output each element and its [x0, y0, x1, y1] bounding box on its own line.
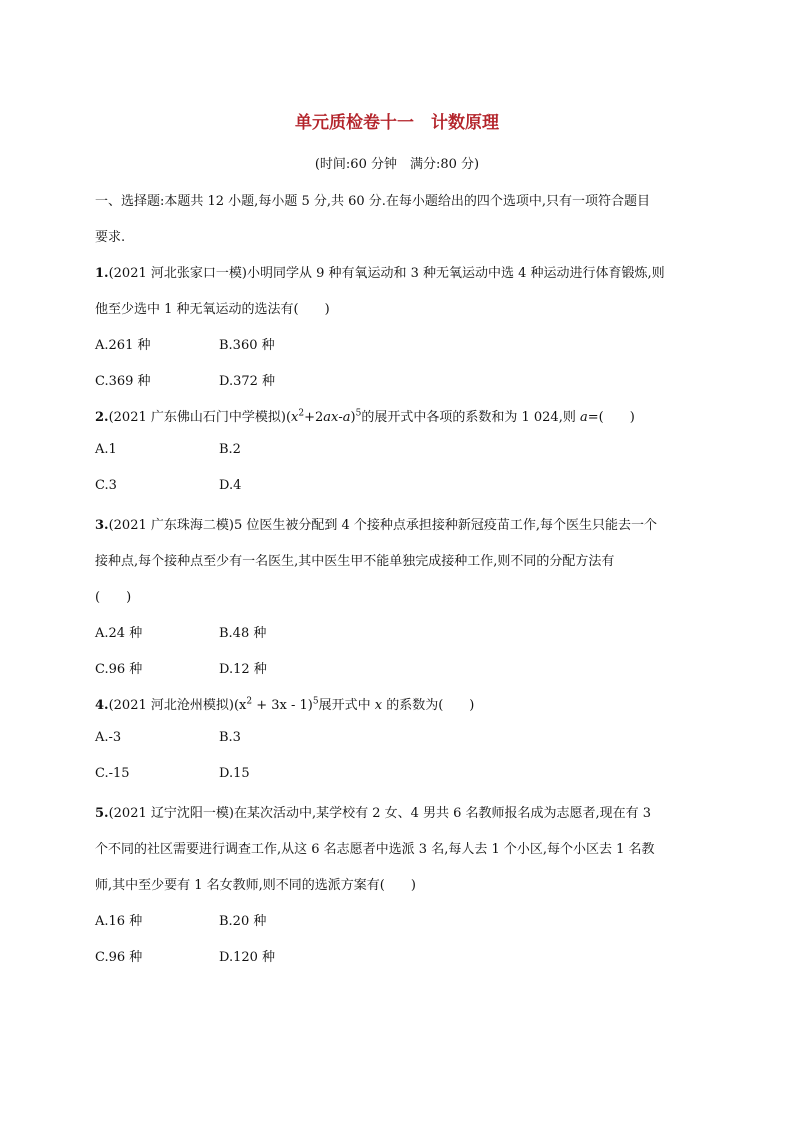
page-subtitle: (时间:60 分钟 满分:80 分) [314, 157, 480, 172]
question-2-option-d: D.4 [219, 478, 242, 493]
question-1-option-b: B.360 种 [219, 338, 275, 353]
question-tail: 的系数为( ) [382, 698, 475, 713]
question-source: (2021 广东佛山石门中学模拟)( [108, 410, 292, 425]
question-number: 2. [95, 410, 109, 425]
math-paren: ) [350, 410, 356, 425]
question-number: 4. [95, 698, 109, 713]
question-source: (2021 河北沧州模拟)(x [108, 698, 247, 713]
question-4-option-b: B.3 [219, 730, 241, 745]
question-4-line1 [95, 694, 474, 713]
question-2-line1 [95, 406, 635, 425]
question-3-line2: 接种点,每个接种点至少有一名医生,其中医生甲不能单独完成接种工作,则不同的分配方法有 [95, 554, 615, 569]
question-3-option-c: C.96 种 [95, 662, 143, 677]
question-3-option-b: B.48 种 [219, 626, 267, 641]
question-3-option-d: D.12 种 [219, 662, 267, 677]
math-var: x [374, 698, 383, 713]
math-var: a [342, 410, 351, 425]
question-5-option-a: A.16 种 [95, 914, 143, 929]
math-var: a [323, 410, 332, 425]
math-exponent: 5 [355, 408, 362, 419]
question-1-option-d: D.372 种 [219, 374, 276, 389]
question-number: 1. [95, 266, 109, 281]
question-5-option-b: B.20 种 [219, 914, 267, 929]
question-2-option-a: A.1 [95, 442, 117, 457]
question-number: 3. [95, 518, 109, 533]
question-tail: =( ) [587, 410, 635, 425]
question-5-line3: 师,其中至少要有 1 名女教师,则不同的选派方案有( ) [95, 878, 416, 893]
math-exponent: 2 [246, 696, 253, 707]
question-number: 5. [95, 806, 109, 821]
math-op: +2 [304, 410, 324, 425]
question-1-option-a: A.261 种 [95, 338, 151, 353]
math-var: x [291, 410, 299, 425]
math-exponent: 2 [298, 408, 305, 419]
section-instructions-line1: 一、选择题:本题共 12 小题,每小题 5 分,共 60 分.在每小题给出的四个选项中,只有一项符合题目 [95, 194, 651, 209]
question-text: 展开式中 [318, 698, 375, 713]
math-op: - [338, 410, 343, 425]
question-5-option-c: C.96 种 [95, 950, 143, 965]
question-text: (2021 广东珠海二模)5 位医生被分配到 4 个接种点承担接种新冠疫苗工作,每个医生只能去一个 [108, 518, 658, 533]
math-var: a [579, 410, 588, 425]
question-2-option-b: B.2 [219, 442, 241, 457]
question-3-line3: ( ) [95, 590, 132, 605]
question-1-line2: 他至少选中 1 种无氧运动的选法有( ) [95, 302, 330, 317]
question-text: (2021 河北张家口一模)小明同学从 9 种有氧运动和 3 种无氧运动中选 4 种运动进行体育锻炼,则 [108, 266, 665, 281]
question-text: (2021 辽宁沈阳一模)在某次活动中,某学校有 2 女、4 男共 6 名教师报名成为志愿者,现在有 3 [108, 806, 652, 821]
math-expr: + 3x - 1) [252, 698, 313, 713]
question-text: 的展开式中各项的系数和为 1 024,则 [361, 410, 580, 425]
section-instructions-line2: 要求. [95, 230, 126, 245]
question-4-option-a: A.-3 [95, 730, 122, 745]
question-1-line1 [95, 262, 665, 281]
question-4-option-d: D.15 [219, 766, 250, 781]
question-3-line1 [95, 514, 657, 533]
question-4-option-c: C.-15 [95, 766, 130, 781]
question-3-option-a: A.24 种 [95, 626, 143, 641]
math-exponent: 5 [312, 696, 319, 707]
page-title: 单元质检卷十一 计数原理 [295, 113, 499, 133]
question-5-line2: 个不同的社区需要进行调查工作,从这 6 名志愿者中选派 3 名,每人去 1 个小区,每个小区去 1 名教 [95, 842, 655, 857]
question-5-line1 [95, 802, 651, 821]
question-2-option-c: C.3 [95, 478, 117, 493]
question-1-option-c: C.369 种 [95, 374, 151, 389]
math-var: x [331, 410, 339, 425]
question-5-option-d: D.120 种 [219, 950, 276, 965]
